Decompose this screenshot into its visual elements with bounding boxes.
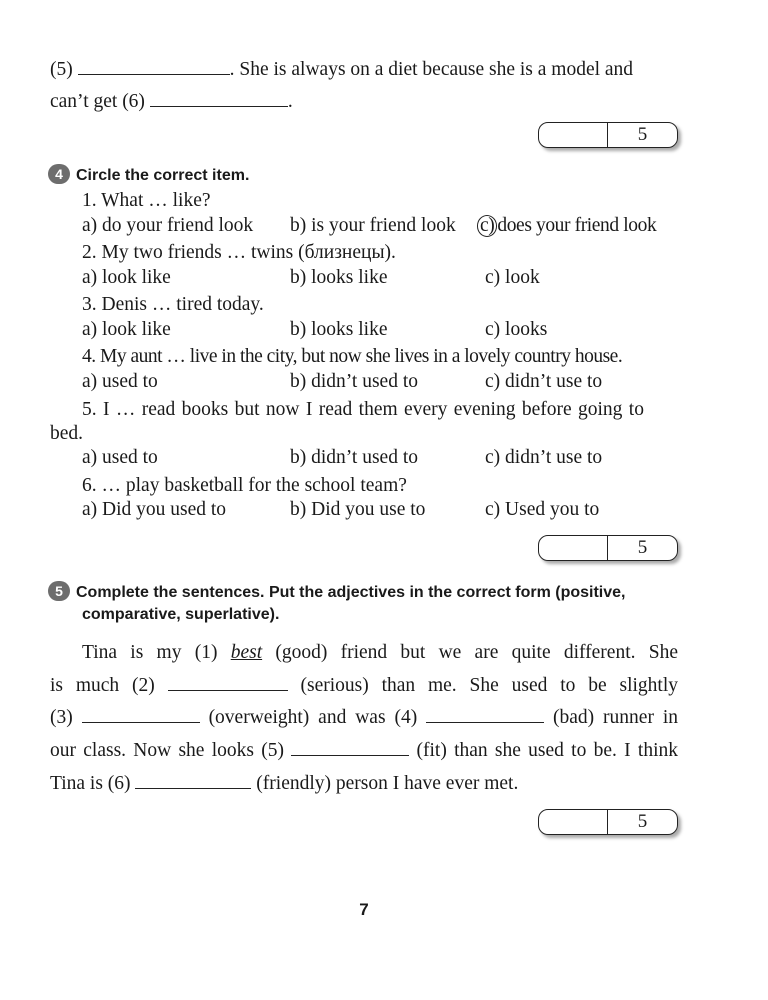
exercise-title-continued: comparative, superlative).: [82, 606, 280, 623]
answer-blank-4[interactable]: [426, 706, 544, 723]
option-c[interactable]: c) didn’t use to: [485, 371, 603, 392]
text: (overweight) and was (4): [208, 707, 418, 728]
example-answer: best: [230, 642, 263, 663]
option-c[interactable]: [477, 214, 656, 238]
option-b[interactable]: b) Did you use to: [290, 499, 426, 520]
option-a[interactable]: a) used to: [82, 447, 158, 468]
answer-blank-3[interactable]: [82, 706, 200, 723]
period: .: [287, 91, 293, 112]
text: (friendly) person I have ever met.: [256, 773, 519, 794]
score-box: [538, 535, 678, 561]
option-c[interactable]: c) look: [485, 267, 540, 288]
answer-blank-6[interactable]: [150, 90, 288, 107]
answer-blank-6[interactable]: [135, 772, 251, 789]
page-number: 7: [359, 900, 369, 919]
intro-line-1: [50, 58, 633, 82]
paragraph-line-4: [50, 739, 678, 763]
question: 4. My aunt … live in the city, but now she lives in a lovely country house.: [82, 346, 623, 367]
text: (fit) than she used to be. I think: [416, 740, 678, 761]
intro-line-2: [50, 90, 293, 114]
exercise-number-badge: 4: [48, 164, 70, 184]
paragraph-line-3: [50, 706, 678, 730]
max-score: 5: [637, 537, 648, 558]
sentence-text: . She is always on a diet because she is a model and: [229, 59, 634, 80]
exercise-5-heading: [48, 581, 625, 604]
paragraph-line-5: [50, 772, 518, 796]
text: Tina is (6): [50, 773, 131, 794]
exercise-title: Complete the sentences. Put the adjectives in the correct form (positive,: [76, 584, 626, 601]
option-b[interactable]: b) is your friend look: [290, 215, 456, 236]
question: 6. … play basketball for the school team?: [82, 475, 407, 496]
option-b[interactable]: b) looks like: [290, 319, 388, 340]
option-b[interactable]: b) looks like: [290, 267, 388, 288]
exercise-4-heading: [48, 164, 249, 187]
option-c[interactable]: c) didn’t use to: [485, 447, 603, 468]
option-a[interactable]: a) used to: [82, 371, 158, 392]
score-input[interactable]: [539, 810, 608, 834]
score-input[interactable]: [539, 123, 608, 147]
option-a[interactable]: a) look like: [82, 319, 171, 340]
option-a[interactable]: a) look like: [82, 267, 171, 288]
max-score: 5: [637, 124, 648, 145]
text: is much (2): [50, 675, 155, 696]
max-score: 5: [637, 811, 648, 832]
paragraph-line-1: [82, 641, 678, 665]
text: (3): [50, 707, 73, 728]
exercise-number-badge: 5: [48, 581, 70, 601]
circled-answer: c): [477, 215, 497, 237]
answer-blank-2[interactable]: [168, 674, 288, 691]
score-input[interactable]: [539, 536, 608, 560]
text: our class. Now she looks (5): [50, 740, 284, 761]
question: 1. What … like?: [82, 190, 211, 211]
item-number: (5): [50, 59, 73, 80]
question-continued: bed.: [50, 423, 84, 444]
question: 3. Denis … tired today.: [82, 294, 264, 315]
paragraph-line-2: [50, 674, 678, 698]
answer-blank-5[interactable]: [291, 739, 409, 756]
score-box: [538, 122, 678, 148]
option-b[interactable]: b) didn’t used to: [290, 371, 419, 392]
answer-blank-5[interactable]: [78, 58, 230, 75]
option-a[interactable]: a) do your friend look: [82, 215, 254, 236]
sentence-text: can’t get (6): [50, 91, 145, 112]
option-a[interactable]: a) Did you used to: [82, 499, 227, 520]
exercise-title: Circle the correct item.: [76, 167, 250, 184]
score-box: [538, 809, 678, 835]
question: 2. My two friends … twins (близнецы).: [82, 242, 396, 263]
text: (good) friend but we are quite different. She: [275, 642, 678, 663]
option-c[interactable]: c) looks: [485, 319, 548, 340]
option-text: does your friend look: [497, 215, 657, 236]
text: Tina is my (1): [82, 642, 218, 663]
option-c[interactable]: c) Used you to: [485, 499, 600, 520]
option-b[interactable]: b) didn’t used to: [290, 447, 419, 468]
text: (serious) than me. She used to be slightly: [300, 675, 679, 696]
text: (bad) runner in: [553, 707, 679, 728]
question: 5. I … read books but now I read them every evening before going to: [82, 399, 644, 420]
